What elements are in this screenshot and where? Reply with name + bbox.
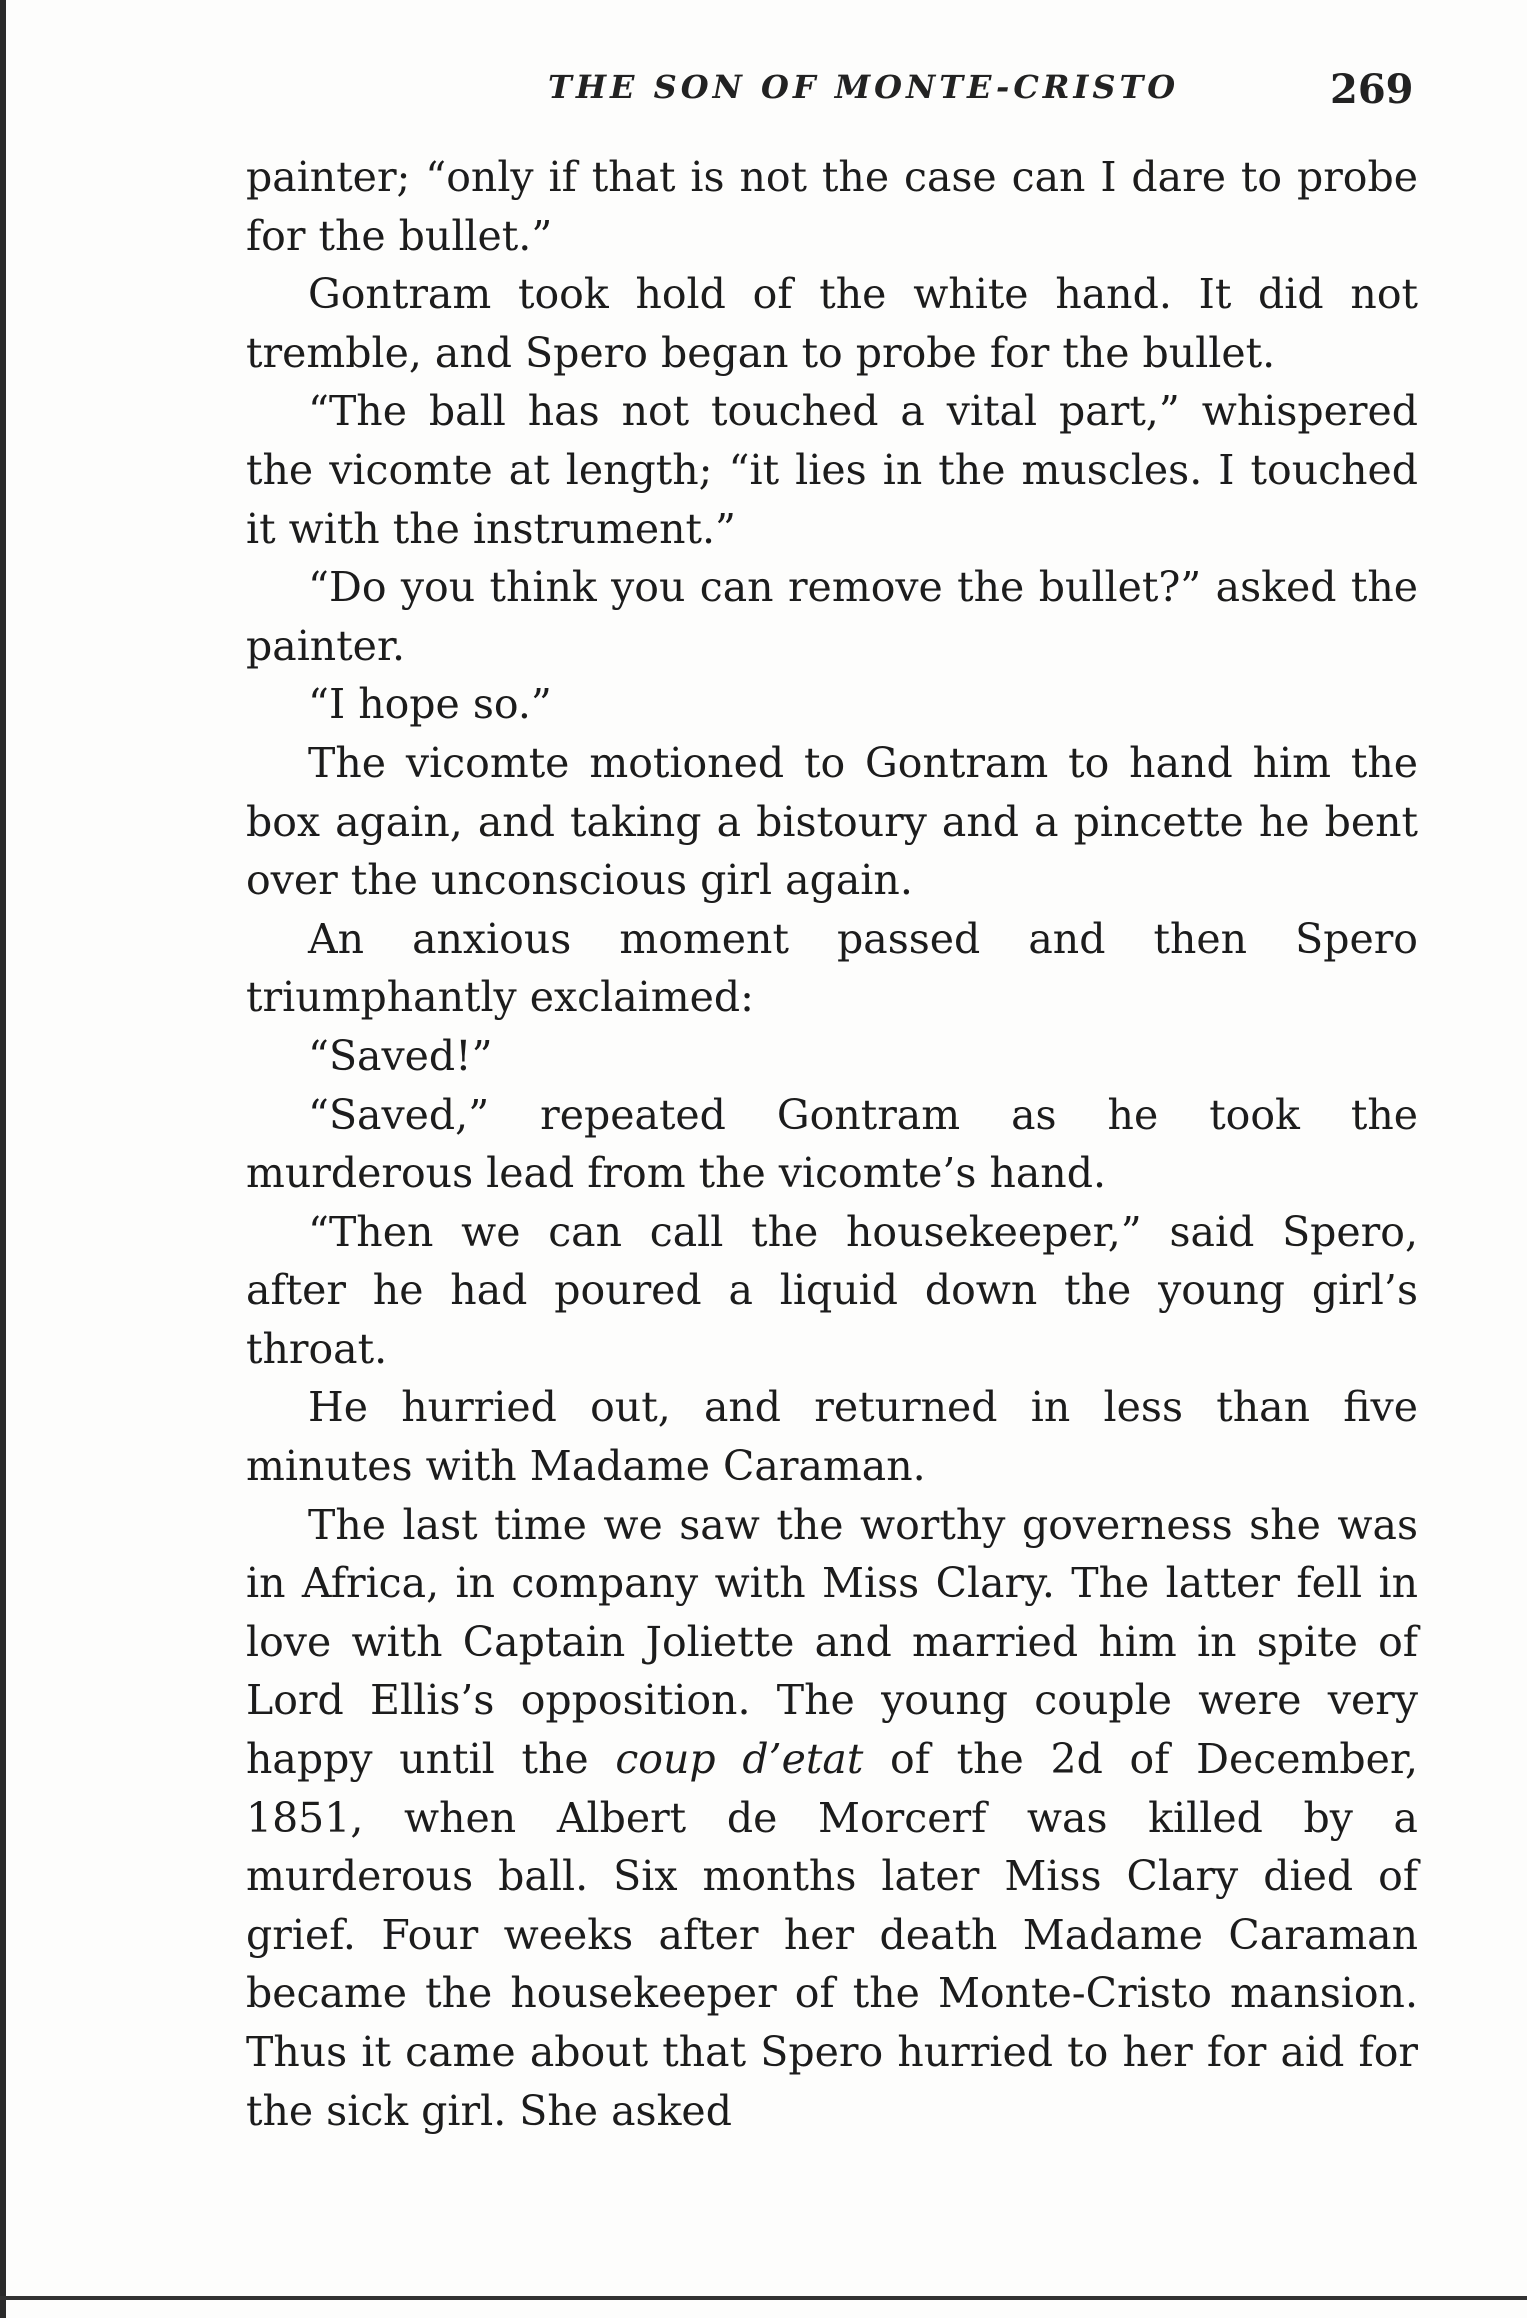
paragraph: “The ball has not touched a vital part,” whispered the vicomte at length; “it lies in the muscles. I touched it with the instrument.”	[246, 387, 1418, 553]
binding-edge	[0, 0, 6, 2318]
italic-phrase: coup d’etat	[615, 1735, 864, 1784]
running-head	[0, 68, 1527, 118]
paragraph: An anxious moment passed and then Spero triumphantly exclaimed:	[246, 914, 1418, 1022]
paragraph-last	[246, 1496, 1418, 2141]
paragraph-text: of the 2d of December, 1851, when Albert de Morcerf was killed by a murderous ball. Six months later Miss Clary died of grief. Four weeks after her death Madame Caraman became the housekeeper of the Monte-Cristo mansion. Thus it came about that Spero hurried to her for aid for the sick girl. She asked	[246, 1735, 1419, 2135]
running-title: THE SON OF MONTE-CRISTO	[548, 68, 1180, 106]
paragraph: “Do you think you can remove the bullet?” asked the painter.	[246, 563, 1418, 670]
paragraph: He hurried out, and returned in less than five minutes with Madame Caraman.	[246, 1383, 1418, 1491]
paragraph: “Then we can call the housekeeper,” said Spero, after he had poured a liquid down the young girl’s throat.	[246, 1207, 1418, 1373]
paragraph: “Saved!”	[308, 1031, 493, 1080]
paragraph: Gontram took hold of the white hand. It did not tremble, and Spero began to probe for the bullet.	[246, 270, 1418, 377]
body-text	[246, 148, 1418, 2140]
bottom-edge	[0, 2296, 1527, 2300]
paragraph-text: The last time we saw the worthy governess she was in Africa, in company with Miss Clary. The latter fell in love with Captain Joliette and married him in spite of Lord Ellis’s opposition. The young couple were very happy until the	[246, 1500, 1418, 1784]
paragraph: “Saved,” repeated Gontram as he took the murderous lead from the vicomte’s hand.	[246, 1090, 1418, 1198]
paragraph: “I hope so.”	[308, 680, 552, 729]
paragraph: painter; “only if that is not the case can I dare to probe for the bullet.”	[246, 153, 1418, 260]
page-number: 269	[1330, 66, 1414, 113]
paragraph: The vicomte motioned to Gontram to hand him the box again, and taking a bistoury and a pincette he bent over the unconscious girl again.	[246, 738, 1418, 905]
